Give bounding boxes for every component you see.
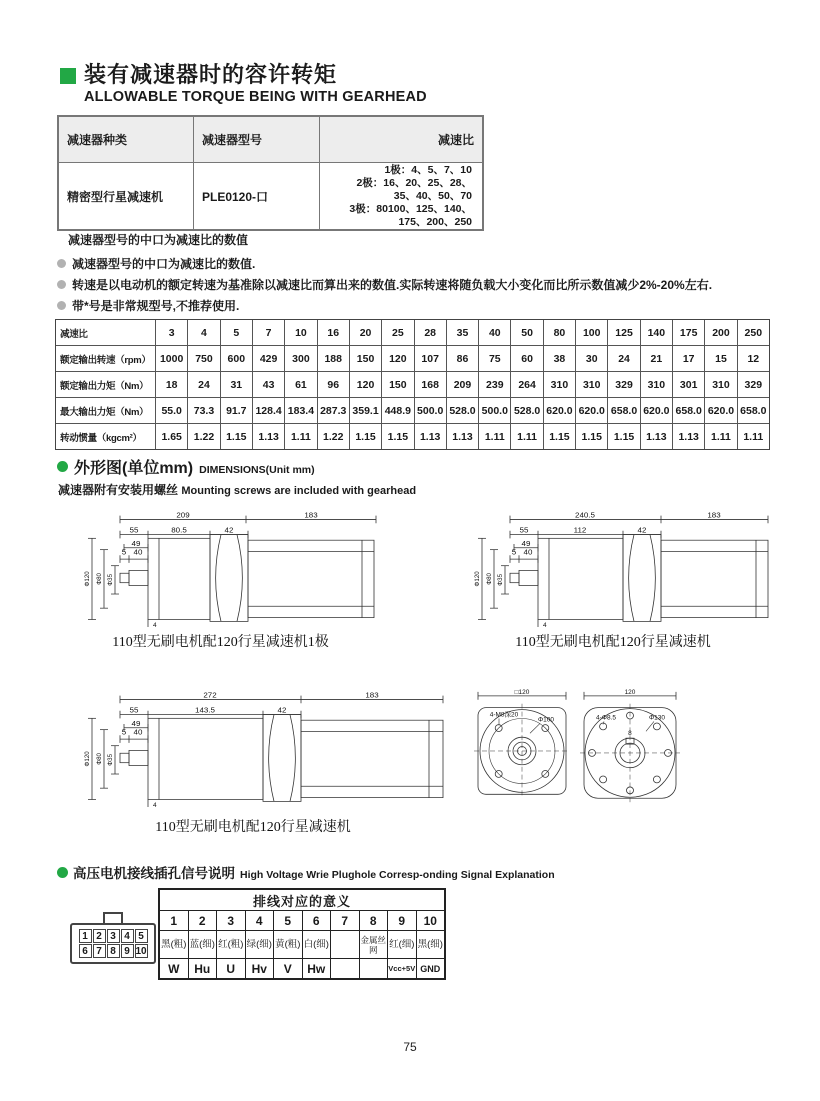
signal-name-cell: Hw (303, 959, 332, 978)
spec-cell: 25 (382, 320, 414, 345)
spec-cell: 600 (221, 346, 253, 371)
dim-label: 112 (573, 525, 587, 535)
pin-number-cell: 10 (423, 913, 437, 928)
signal-name-cell: GND (420, 963, 441, 974)
dim-label: 49 (131, 539, 141, 548)
dim-label: Φ120 (83, 751, 92, 767)
connector-pin: 2 (93, 929, 106, 943)
dim-label: 183 (707, 510, 721, 520)
dim-label: Φ35 (106, 574, 115, 586)
spec-cell: 1.22 (188, 424, 220, 449)
connector-pin: 5 (135, 929, 148, 943)
ratio-line: 2极：16、20、25、28、 (356, 176, 472, 189)
spec-cell: 1.15 (350, 424, 382, 449)
dim-label: 40 (133, 547, 143, 557)
signal-name-cell: Hv (246, 959, 275, 978)
connector-pin: 8 (107, 944, 120, 958)
spec-row-rated-speed (56, 346, 769, 372)
dim-label: Φ80 (95, 573, 104, 585)
spec-cell: 1.15 (382, 424, 414, 449)
spec-cell: 500.0 (479, 398, 511, 423)
drawing-caption: 110型无刷电机配120行星减速机 (515, 635, 711, 650)
signal-name-cell (331, 959, 360, 978)
signal-name-cell (360, 959, 389, 978)
dim-label: 5 (121, 727, 127, 737)
drawing-caption: 110型无刷电机配120行星减速机 (155, 820, 351, 835)
spec-row-ratio (56, 320, 769, 346)
spec-cell: 100 (576, 320, 608, 345)
spec-cell: 35 (447, 320, 479, 345)
spec-cell: 310 (705, 372, 737, 397)
dim-label: 5 (121, 547, 127, 557)
spec-cell: 75 (479, 346, 511, 371)
dim-label: 80.5 (171, 525, 187, 535)
pin-number-cell: 3 (217, 911, 246, 930)
spec-cell: 60 (511, 346, 543, 371)
note-text: 减速器型号的中口为减速比的数值. (72, 257, 256, 271)
spec-cell: 20 (350, 320, 382, 345)
dim-label: 4 (543, 622, 547, 628)
spec-cell: 1.65 (156, 424, 188, 449)
spec-cell: 128.4 (253, 398, 285, 423)
spec-cell: 168 (415, 372, 447, 397)
spec-cell: 91.7 (221, 398, 253, 423)
spec-cell: 10 (285, 320, 317, 345)
mounting-note-en: Mounting screws are included with gearhead (181, 485, 417, 497)
spec-cell: 620.0 (641, 398, 673, 423)
spec-row-label: 额定输出力矩（Nm） (56, 372, 156, 397)
page-title-en: ALLOWABLE TORQUE BEING WITH GEARHEAD (84, 89, 427, 105)
spec-cell: 239 (479, 372, 511, 397)
dim-label: 42 (637, 525, 647, 535)
pin-number-cell: 6 (303, 911, 332, 930)
wire-color-cell (331, 931, 360, 958)
page-number: 75 (403, 1040, 417, 1054)
spec-cell: 658.0 (740, 404, 767, 417)
connector-pin: 6 (79, 944, 92, 958)
dim-label: 40 (133, 727, 143, 737)
dimensions-title-en: DIMENSIONS(Unit mm) (199, 464, 315, 476)
wire-color-cell: 红(细) (388, 931, 417, 958)
dimension-drawing-1pole (58, 510, 383, 628)
gearhead-table (57, 115, 484, 231)
spec-cell: 7 (253, 320, 285, 345)
dim-label: 42 (277, 705, 287, 715)
spec-cell: 620.0 (544, 398, 576, 423)
col-header-ratio: 减速比 (437, 133, 474, 147)
spec-cell: 43 (253, 372, 285, 397)
spec-cell: 1.11 (705, 424, 737, 449)
spec-cell: 1.11 (285, 424, 317, 449)
spec-cell: 86 (447, 346, 479, 371)
connector-pin: 1 (79, 929, 92, 943)
dimensions-section-header (57, 455, 416, 498)
spec-cell: 287.3 (318, 398, 350, 423)
dim-label: Φ100 (538, 716, 555, 724)
spec-cell: 359.1 (350, 398, 382, 423)
dim-label: □120 (514, 688, 530, 696)
dim-label: 183 (304, 510, 318, 520)
dim-label: 55 (129, 705, 139, 715)
gearhead-table-footnote: 减速器型号的中口为减速比的数值 (68, 233, 249, 247)
gearhead-model: PLE0120-口 (194, 163, 320, 229)
dimensions-title-cn: 外形图(单位mm) (74, 460, 194, 477)
green-dot-bullet-icon (57, 461, 68, 472)
connector-pin-row (75, 929, 151, 943)
connector-pin-row (75, 944, 151, 958)
signal-table-title: 排线对应的意义 (160, 890, 444, 911)
ratio-line: 35、40、50、70 (393, 189, 472, 202)
spec-cell: 140 (641, 320, 673, 345)
dim-label: Φ80 (485, 573, 494, 585)
wire-color-cell: 白(细) (303, 931, 332, 958)
spec-cell: 125 (608, 320, 640, 345)
dimension-drawing-front-views (460, 686, 690, 814)
spec-cell: 12 (747, 352, 760, 365)
dim-label: 4 (153, 622, 157, 628)
spec-cell: 24 (188, 372, 220, 397)
dimension-drawing-2 (448, 510, 778, 628)
spec-cell: 21 (641, 346, 673, 371)
spec-cell: 61 (285, 372, 317, 397)
spec-cells (156, 346, 769, 371)
green-dot-bullet-icon (57, 867, 68, 878)
spec-cell: 55.0 (156, 398, 188, 423)
pin-number-cell: 1 (160, 911, 189, 930)
spec-table (55, 319, 770, 450)
ratio-line: 3极：80100、125、140、 (349, 202, 472, 215)
wire-color-cell: 红(粗) (217, 931, 246, 958)
signal-title-en: High Voltage Wrie Plughole Corresp-onding Signal Explanation (240, 869, 555, 881)
spec-cell: 310 (641, 372, 673, 397)
dim-label: 4 (153, 802, 157, 808)
spec-cell: 24 (608, 346, 640, 371)
gearhead-table-header (59, 117, 482, 163)
spec-cell: 28 (415, 320, 447, 345)
dim-label: Φ120 (83, 571, 92, 587)
spec-cell: 96 (318, 372, 350, 397)
spec-cell: 1.13 (673, 424, 705, 449)
signal-title-cn: 高压电机接线插孔信号说明 (73, 866, 235, 881)
dim-label: Φ120 (473, 571, 482, 587)
dim-label: 209 (176, 510, 190, 520)
dim-label: Φ130 (648, 714, 666, 722)
dim-label: 55 (519, 525, 529, 535)
spec-cell: 40 (479, 320, 511, 345)
notes-list (57, 257, 767, 320)
spec-row-label: 转动惯量（kgcm²） (56, 424, 156, 449)
pin-number-cell: 8 (360, 911, 389, 930)
spec-cell: 150 (382, 372, 414, 397)
dim-label: 8 (628, 730, 632, 738)
gearhead-ratios (320, 163, 482, 229)
spec-cell: 3 (156, 320, 188, 345)
spec-cell: 310 (544, 372, 576, 397)
dim-label: 4-Φ8.5 (596, 714, 616, 722)
spec-cell: 209 (447, 372, 479, 397)
spec-row-label: 额定输出转速（rpm） (56, 346, 156, 371)
spec-cell: 175 (673, 320, 705, 345)
note-text: 带*号是非常规型号,不推荐使用. (72, 299, 240, 313)
signal-name-cell: V (274, 959, 303, 978)
spec-cell: 528.0 (511, 398, 543, 423)
page-title-block (60, 62, 427, 105)
spec-cell: 300 (285, 346, 317, 371)
spec-cell: 38 (544, 346, 576, 371)
dim-label: 55 (129, 525, 139, 535)
signal-name-cell: Vcc+5V (388, 959, 417, 978)
col-header-model: 减速器型号 (194, 117, 320, 162)
green-square-bullet-icon (60, 68, 76, 84)
drawing-caption: 110型无刷电机配120行星减速机1极 (112, 635, 329, 650)
connector-pin: 3 (107, 929, 120, 943)
spec-cell: 1.11 (479, 424, 511, 449)
wire-color-cell: 黑(细) (417, 938, 443, 950)
dim-label: 183 (365, 690, 379, 700)
wire-color-cell: 蓝(细) (189, 931, 218, 958)
spec-row-rated-torque (56, 372, 769, 398)
spec-cell: 448.9 (382, 398, 414, 423)
spec-cell: 50 (511, 320, 543, 345)
spec-cell: 120 (350, 372, 382, 397)
spec-row-label: 最大输出力矩（Nm） (56, 398, 156, 423)
gearhead-table-row (59, 163, 482, 229)
pin-number-cell: 4 (246, 911, 275, 930)
spec-cell: 310 (576, 372, 608, 397)
spec-cell: 264 (511, 372, 543, 397)
pin-number-cell: 5 (274, 911, 303, 930)
pin-number-cell: 2 (189, 911, 218, 930)
dim-label: 5 (511, 547, 517, 557)
pin-number-cell: 9 (388, 911, 417, 930)
spec-cell: 31 (221, 372, 253, 397)
spec-row-inertia (56, 424, 769, 449)
spec-cell: 15 (705, 346, 737, 371)
page-title-cn: 装有减速器时的容许转矩 (84, 62, 338, 87)
spec-cell: 107 (415, 346, 447, 371)
spec-cell: 1.15 (221, 424, 253, 449)
dimension-drawing-3 (58, 690, 448, 808)
signal-name-cell: U (217, 959, 246, 978)
spec-cell: 1.13 (447, 424, 479, 449)
signal-name-cell: W (160, 959, 189, 978)
note (57, 257, 767, 271)
spec-cells (156, 424, 769, 449)
dim-label: Φ35 (106, 754, 115, 766)
dim-label: 49 (521, 539, 531, 548)
spec-cell: 250 (744, 326, 763, 339)
signal-pin-row (160, 911, 444, 931)
connector-plug-diagram (70, 912, 156, 964)
pin-number-cell: 7 (331, 911, 360, 930)
spec-cell: 1.13 (415, 424, 447, 449)
dim-label: Φ80 (95, 753, 104, 765)
wire-color-cell: 黑(粗) (160, 931, 189, 958)
spec-cell: 620.0 (705, 398, 737, 423)
spec-cell: 5 (221, 320, 253, 345)
col-header-type: 减速器种类 (59, 117, 194, 162)
dim-label: 120 (624, 688, 636, 696)
spec-cell: 183.4 (285, 398, 317, 423)
dim-label: Φ35 (496, 574, 505, 586)
spec-cell: 1.22 (318, 424, 350, 449)
spec-cell: 1000 (156, 346, 188, 371)
connector-pin: 4 (121, 929, 134, 943)
spec-cell: 17 (673, 346, 705, 371)
spec-cells (156, 372, 769, 397)
signal-name-row (160, 959, 444, 978)
spec-cell: 200 (705, 320, 737, 345)
connector-pin: 10 (135, 945, 147, 957)
spec-cell: 4 (188, 320, 220, 345)
wire-color-cell: 黄(粗) (274, 931, 303, 958)
spec-cell: 80 (544, 320, 576, 345)
spec-cell: 18 (156, 372, 188, 397)
dim-label: 240.5 (575, 510, 595, 520)
note (57, 278, 767, 292)
dim-label: 4-M8深20 (489, 711, 519, 719)
spec-cell: 429 (253, 346, 285, 371)
signal-section-header (57, 862, 555, 882)
spec-cell: 528.0 (447, 398, 479, 423)
spec-cell: 1.11 (743, 430, 764, 443)
spec-cell: 658.0 (673, 398, 705, 423)
spec-row-max-torque (56, 398, 769, 424)
spec-cell: 658.0 (608, 398, 640, 423)
dim-label: 143.5 (195, 705, 215, 715)
note-text: 转速是以电动机的额定转速为基准除以减速比而算出来的数值.实际转速将随负载大小变化而比所示数值减少2%-20%左右. (72, 278, 713, 292)
spec-cell: 1.11 (511, 424, 543, 449)
connector-latch-icon (103, 912, 123, 923)
connector-pin: 7 (93, 944, 106, 958)
wire-color-cell: 金属丝网 (360, 931, 389, 958)
gearhead-type: 精密型行星减速机 (59, 163, 194, 229)
ratio-lines (328, 164, 474, 229)
dim-label: 40 (523, 547, 533, 557)
spec-cell: 329 (608, 372, 640, 397)
wire-color-cell: 绿(细) (246, 931, 275, 958)
spec-cells (156, 398, 769, 423)
ratio-line: 175、200、250 (398, 215, 472, 228)
spec-cell: 1.13 (641, 424, 673, 449)
spec-cell: 750 (188, 346, 220, 371)
dim-label: 49 (131, 719, 141, 728)
spec-cell: 188 (318, 346, 350, 371)
spec-row-label: 减速比 (56, 320, 156, 345)
spec-cell: 620.0 (576, 398, 608, 423)
spec-cell: 329 (744, 378, 763, 391)
spec-cell: 150 (350, 346, 382, 371)
dim-label: 272 (203, 690, 217, 700)
signal-color-row (160, 931, 444, 959)
spec-cell: 1.13 (253, 424, 285, 449)
spec-cell: 1.15 (544, 424, 576, 449)
dim-label: 42 (224, 525, 234, 535)
connector-pin: 9 (121, 944, 134, 958)
spec-cells (156, 320, 769, 345)
spec-cell: 73.3 (188, 398, 220, 423)
connector-body (70, 923, 156, 964)
spec-cell: 30 (576, 346, 608, 371)
ratio-line: 1极：4、5、7、10 (384, 163, 472, 176)
spec-cell: 120 (382, 346, 414, 371)
signal-name-cell: Hu (189, 959, 218, 978)
spec-cell: 500.0 (415, 398, 447, 423)
note (57, 299, 767, 313)
spec-cell: 16 (318, 320, 350, 345)
spec-cell: 1.15 (576, 424, 608, 449)
mounting-note-cn: 减速器附有安装用螺丝 (58, 483, 179, 497)
signal-table (158, 888, 446, 980)
spec-cell: 1.15 (608, 424, 640, 449)
spec-cell: 301 (673, 372, 705, 397)
